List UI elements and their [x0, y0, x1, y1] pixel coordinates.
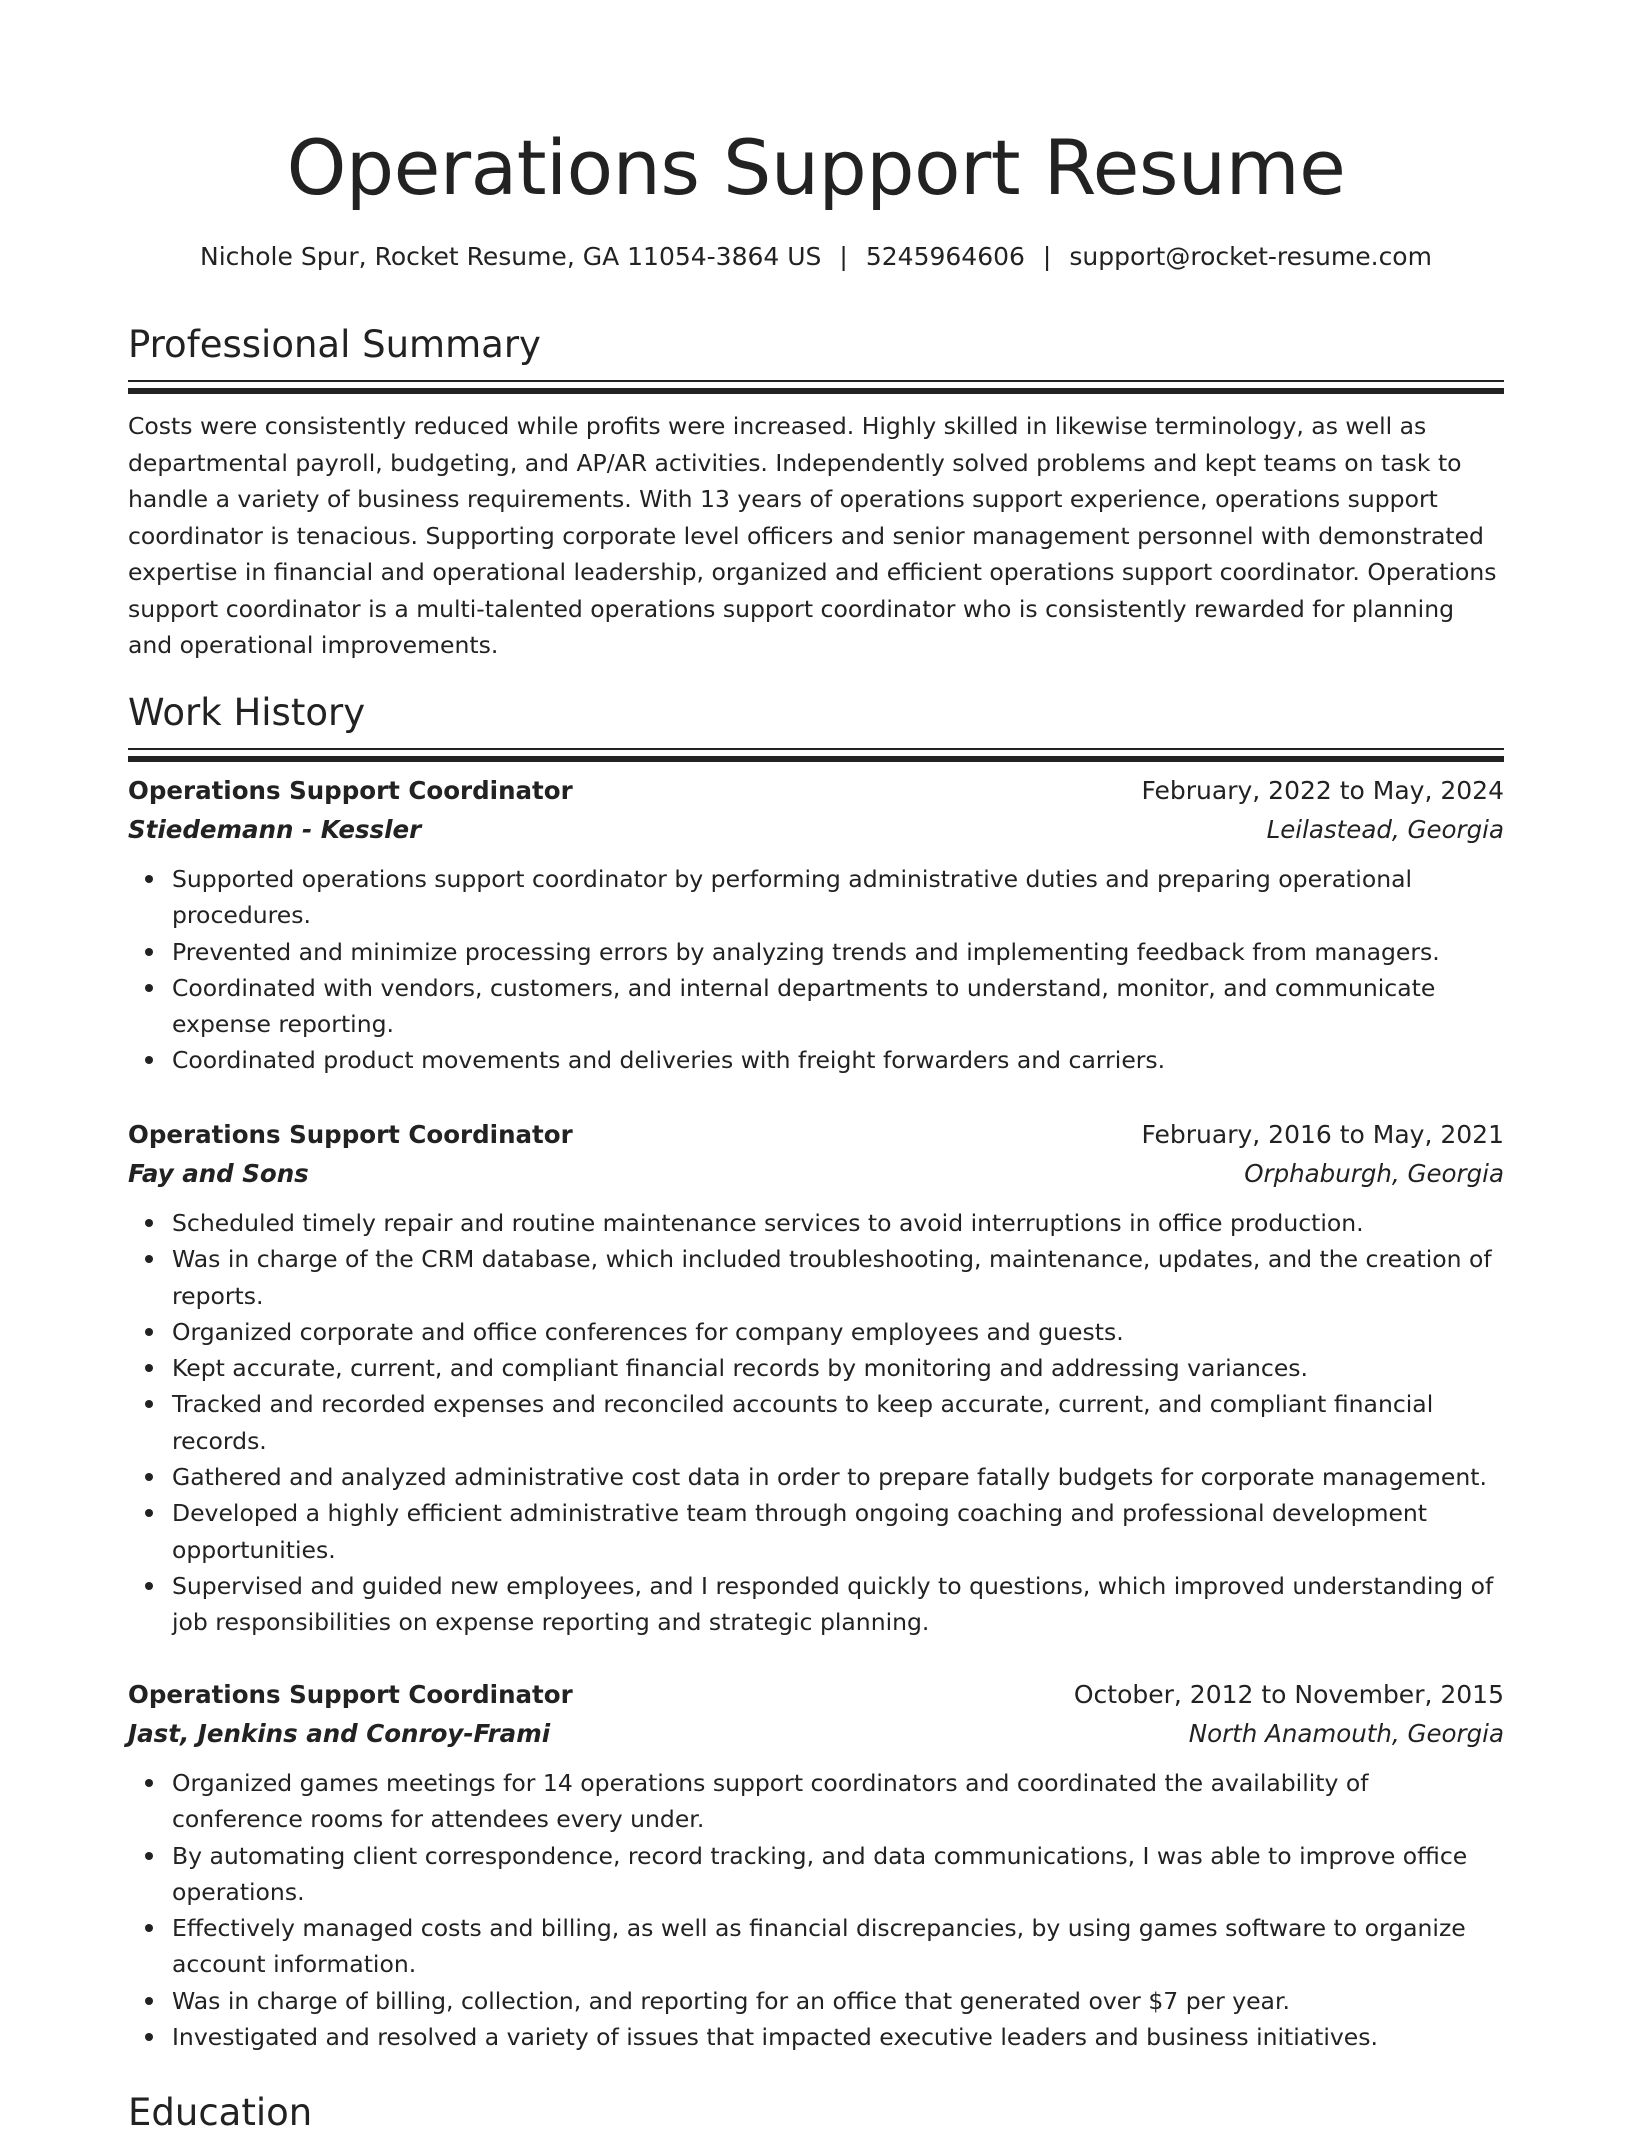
contact-phone: 5245964606 [865, 242, 1025, 271]
job-bullet: Coordinated product movements and deliveries with freight forwarders and carriers. [128, 1042, 1504, 1078]
job-bullet: Organized games meetings for 14 operations support coordinators and coordinated the availability of conference rooms for attendees every under. [128, 1765, 1504, 1838]
job-bullet-list [128, 1765, 1504, 2055]
job-bullet: Was in charge of billing, collection, and reporting for an office that generated over $7 per year. [128, 1983, 1504, 2019]
job-bullet: Coordinated with vendors, customers, and internal departments to understand, monitor, and communicate expense reporting. [128, 970, 1504, 1043]
job-bullet: Prevented and minimize processing errors by analyzing trends and implementing feedback from managers. [128, 934, 1504, 970]
education-section [128, 2088, 1504, 2138]
job-bullet-list [128, 1205, 1504, 1641]
job-header-row [128, 772, 1504, 810]
job-bullet: Scheduled timely repair and routine maintenance services to avoid interruptions in office production. [128, 1205, 1504, 1241]
job-dates: February, 2016 to May, 2021 [1141, 1120, 1504, 1149]
job-company: Stiedemann - Kessler [128, 815, 422, 844]
job-bullet: Organized corporate and office conferences for company employees and guests. [128, 1314, 1504, 1350]
contact-separator: | [1042, 242, 1052, 271]
job-bullet-list [128, 861, 1504, 1079]
resume-page [128, 0, 1504, 2134]
job-entry [128, 1116, 1504, 1641]
job-subheader-row [128, 810, 1504, 850]
job-subheader-row [128, 1154, 1504, 1194]
job-title: Operations Support Coordinator [128, 776, 573, 805]
job-header-row [128, 1676, 1504, 1714]
job-location: North Anamouth, Georgia [1188, 1719, 1504, 1748]
job-title: Operations Support Coordinator [128, 1120, 573, 1149]
job-title: Operations Support Coordinator [128, 1680, 573, 1709]
job-dates: February, 2022 to May, 2024 [1141, 776, 1504, 805]
job-bullet: Developed a highly efficient administrative team through ongoing coaching and professional development opportunities. [128, 1495, 1504, 1568]
job-bullet: Gathered and analyzed administrative cost data in order to prepare fatally budgets for corporate management. [128, 1459, 1504, 1495]
contact-address: Nichole Spur, Rocket Resume, GA 11054-3864 US [200, 242, 822, 271]
section-divider [128, 380, 1504, 394]
job-bullet: Supported operations support coordinator by performing administrative duties and preparing operational procedures. [128, 861, 1504, 934]
contact-separator: | [839, 242, 848, 271]
contact-line [128, 237, 1504, 277]
job-company: Fay and Sons [128, 1159, 309, 1188]
section-heading-summary: Professional Summary [128, 323, 541, 366]
summary-text: Costs were consistently reduced while profits were increased. Highly skilled in likewise terminology, as well as departmental payroll, budgeting, and AP/AR activities. Independently solved problems and kept teams on task to handle a variety of business requirements. With 13 years of operations support experience, operations support coordinator is tenacious. Supporting corporate level officers and senior management personnel with demonstrated expertise in financial and operational leadership, organized and efficient operations support coordinator. Operations support coordinator is a multi-talented operations support coordinator who is consistently rewarded for planning and operational improvements. [128, 412, 1497, 659]
resume-title: Operations Support Resume [286, 123, 1346, 212]
job-entry [128, 1676, 1504, 2055]
job-bullet: Was in charge of the CRM database, which included troubleshooting, maintenance, updates, and the creation of reports. [128, 1241, 1504, 1314]
work-history-section [128, 688, 1504, 2052]
job-dates: October, 2012 to November, 2015 [1073, 1680, 1504, 1709]
job-bullet: Tracked and recorded expenses and reconciled accounts to keep accurate, current, and compliant financial records. [128, 1386, 1504, 1459]
job-bullet: By automating client correspondence, record tracking, and data communications, I was able to improve office operations. [128, 1838, 1504, 1911]
job-bullet: Effectively managed costs and billing, as well as financial discrepancies, by using games software to organize account information. [128, 1910, 1504, 1983]
job-header-row [128, 1116, 1504, 1154]
job-bullet: Investigated and resolved a variety of issues that impacted executive leaders and business initiatives. [128, 2019, 1504, 2055]
section-divider [128, 748, 1504, 762]
section-heading-education: Education [128, 2091, 313, 2134]
job-subheader-row [128, 1714, 1504, 1754]
contact-email: support@rocket-resume.com [1069, 242, 1432, 271]
job-location: Leilastead, Georgia [1266, 815, 1504, 844]
job-company: Jast, Jenkins and Conroy-Frami [128, 1719, 551, 1748]
job-location: Orphaburgh, Georgia [1244, 1159, 1504, 1188]
job-bullet: Supervised and guided new employees, and I responded quickly to questions, which improved understanding of job responsibilities on expense reporting and strategic planning. [128, 1568, 1504, 1641]
professional-summary-section [128, 320, 1504, 664]
job-bullet: Kept accurate, current, and compliant financial records by monitoring and addressing variances. [128, 1350, 1504, 1386]
job-entry [128, 772, 1504, 1079]
section-heading-work-history: Work History [128, 691, 366, 734]
